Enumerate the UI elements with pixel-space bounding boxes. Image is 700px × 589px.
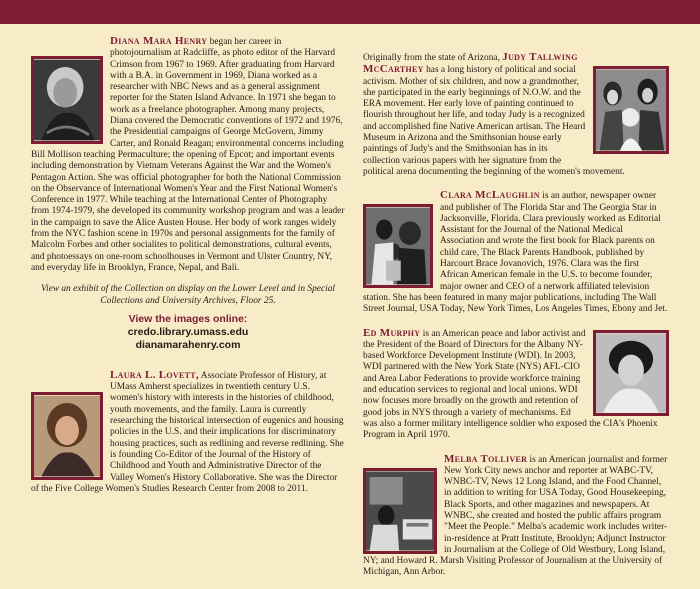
- henry-name: Diana Mara Henry: [110, 35, 208, 47]
- online-heading: View the images online:: [128, 312, 248, 325]
- mccarthey-pre: Originally from the state of Arizona,: [363, 53, 500, 63]
- mccarthey-text: has a long history of political and social activism. Mother of six children, and now a grandmother, she participated in the early beginnings of N.O.W. and the ERA movement. Her early love of painting continued to flourish throughout her life, and today Judy is a recognized and accomplished fine Native American artisan. The Heard Museum in Arizona and the Smithsonian house early paintings of Judy's and the Smithsonian has in its collection various papers with her signature from the political arena documenting the beginning of the women's movement.: [363, 65, 625, 177]
- bio-lovett: [31, 370, 345, 495]
- murphy-text: is an American peace and labor activist and the President of the Board of Directors for the Albany NY-based Workforce Development Institute (WDI). In 2003, WDI partnered with the New York State (NYS) AFL-CIO and Area Labor Federations to provide workforce training and education services to regional and local unions. WDI now focuses more broadly on the growth and retention of good jobs in NYS through a variety of mechanisms. Ed was also a former military intelligence soldier who exposed the CIA's Phoenix Program in April 1970.: [363, 328, 658, 441]
- bio-murphy: [363, 328, 669, 442]
- photo-lovett: [31, 392, 103, 480]
- mclaughlin-name: Clara McLaughlin: [440, 189, 540, 202]
- photo-mclaughlin: [363, 204, 433, 288]
- tolliver-text: is an American journalist and former New York City news anchor and reporter at WABC-TV, WNBC-TV, News 12 Long Island, and the Food Channel, in addition to writing for USA Today, Good Housekeeping, Black Sports, and other magazines and newspapers. At WNBC, she created and hosted the public affairs program "Meet the People." Melba's academic work includes writer-in-residence at Pratt Institute, Brooklyn; Adjunct Instructor in Journalism at the College of Old Westbury, Long Island, NY; and Howard R. Marsh Visiting Professor of Journalism at the University of Michigan, Ann Arbor.: [363, 454, 668, 578]
- bio-henry: [31, 36, 345, 274]
- link-credo[interactable]: credo.library.umass.edu: [127, 325, 249, 338]
- right-column: [363, 52, 669, 589]
- mclaughlin-text: is an author, newspaper owner and publisher of The Florida Star and The Georgia Star in Jacksonville, Florida. Clara previously worked as Editorial Assistant for the Journal of the National Medical Association and wrote the first book for Black parents on child care, The Black Parents Handbook, published by Harcourt Brace Jovanovich, 1976. Clara was the first African American female in the U.S. to become founder, major owner and CEO of a network affiliated television station. She has been featured in many major publications, including The Wall Street Journal, USA Today, New York Times, Los Angeles Times, Ebony and Jet.: [363, 191, 668, 315]
- photo-tolliver: [363, 468, 437, 554]
- photo-mccarthey: [593, 66, 669, 154]
- tolliver-name: Melba Tolliver: [444, 452, 528, 465]
- photo-murphy: [593, 330, 669, 416]
- lovett-name: Laura L. Lovett,: [110, 368, 199, 381]
- link-dianamarahenry[interactable]: dianamarahenry.com: [135, 338, 241, 351]
- mccarthey-name: Judy Tallwing McCarthey: [363, 51, 578, 76]
- bio-tolliver: [363, 454, 669, 579]
- left-column: [31, 36, 345, 505]
- lovett-text: Associate Professor of History, at UMass Amherst specializes in twentieth century U.S. women's history with interests in the histories of childhood, youth movements, and the family. Laura is currently researching the historical intersection of eugenics and housing policies in the U.S. and their implications for discriminatory housing practices, such as redlining and reverse redlining. She is founding Co-Editor of the Journal of the History of Childhood and Youth and Administrative Director of the Valley Women's History Collaborative. She was the Director of the Five College Women's Studies Research Center from 2008 to 2011.: [31, 370, 344, 494]
- photo-henry: [31, 56, 103, 144]
- exhibit-note: View an exhibit of the Collection on display on the Lower Level and in Special Collections and University Archives, Floor 25.: [40, 284, 336, 306]
- henry-text: began her career in photojournalism at Radcliffe, as photo editor of the Harvard Crimson from 1967 to 1969. After graduating from Harvard with a B.A. in Government in 1969, Diana worked as a researcher with NBC News and as a general assignment reporter for the Staten Island Advance. In 1971 she began to work as a freelance photographer. Among many projects, Diana covered the Democratic conventions of 1972 and 1976, the Presidential campaigns of George McGovern, Jimmy Carter, and Ronald Reagan; environmental concerns including Bill Mollison teaching Permaculture; the opening of Epcot; and important events including demonstration by Vietnam Veterans Against the War and the Women's Pentagon Action. She was official photographer for both the National Commission on the Observance of International Women's Year and the First National Women's Conference in 1977. While teaching at the International Center of Photography from 1974-1979, she developed its community workshop program and was a leader in the campaign to save the Alice Austen House. Her body of work ranges widely from the NYC fashion scene in 1970s and personal assignments for the family of Malcolm Forbes and other socialites to political demonstrations, cultural events, and photoessays on one-room schoolhouses in Vermont and Ulster Country, NY, and everyday life in Brooklyn, France, Nepal, and Bali.: [31, 37, 345, 273]
- top-banner: [0, 0, 700, 24]
- murphy-name: Ed Murphy: [363, 326, 421, 339]
- online-links: [31, 313, 345, 352]
- bio-mccarthey: [363, 52, 669, 178]
- bio-mclaughlin: [363, 190, 669, 315]
